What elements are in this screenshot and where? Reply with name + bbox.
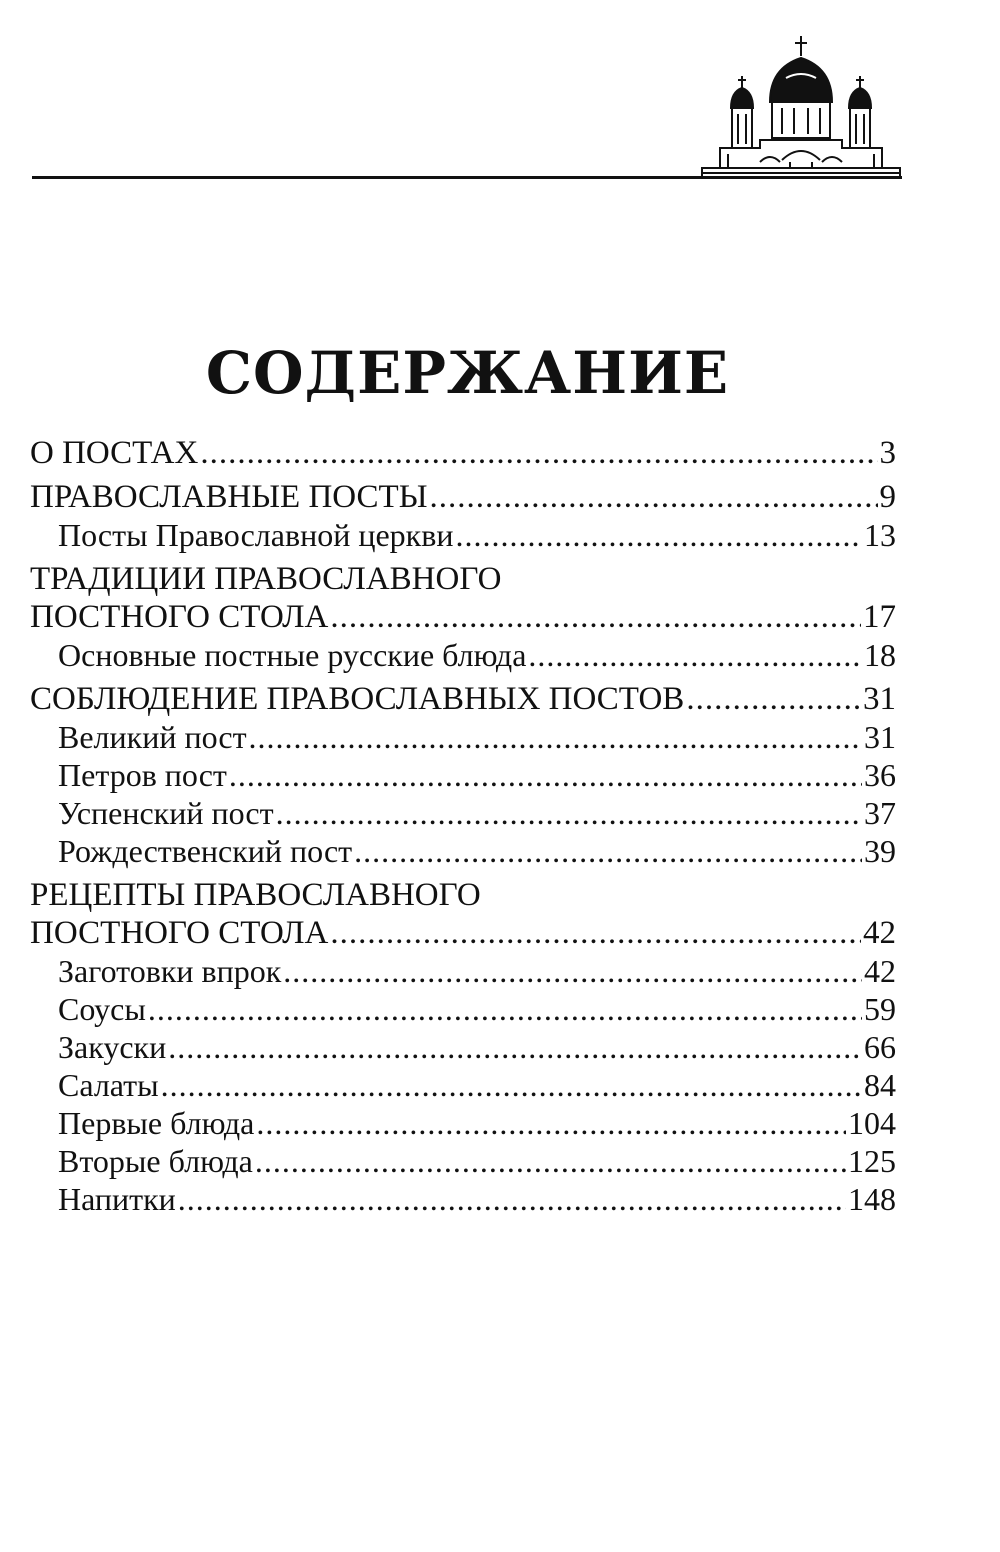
- dot-leader: [168, 1028, 862, 1066]
- toc-entry-label: Заготовки впрок: [58, 953, 282, 989]
- dot-leader: [686, 680, 861, 718]
- toc-entry-label: Салаты: [58, 1067, 159, 1103]
- toc-entry-label: Основные постные русские блюда: [58, 637, 527, 673]
- dot-leader: [276, 794, 862, 832]
- table-of-contents: [30, 428, 896, 1218]
- dot-leader: [330, 914, 861, 952]
- toc-entry-page: 9: [879, 479, 896, 515]
- toc-entry-label: Петров пост: [58, 757, 227, 793]
- toc-entry-page: 42: [863, 915, 896, 951]
- cathedral-icon: [700, 34, 902, 182]
- dot-leader: [256, 1104, 846, 1142]
- toc-subentry[interactable]: [30, 832, 896, 870]
- toc-entry-label: Напитки: [58, 1181, 176, 1217]
- toc-entry[interactable]: [30, 478, 896, 516]
- toc-entry-page: 39: [864, 833, 896, 869]
- dot-leader: [229, 756, 862, 794]
- toc-entry-label: Рождественский пост: [58, 833, 353, 869]
- toc-entry-label: ПОСТНОГО СТОЛА: [30, 599, 329, 635]
- dot-leader: [161, 1066, 862, 1104]
- dot-leader: [455, 516, 862, 554]
- dot-leader: [330, 598, 861, 636]
- toc-subentry[interactable]: [30, 1104, 896, 1142]
- toc-entry[interactable]: [30, 680, 896, 718]
- toc-subentry[interactable]: [30, 794, 896, 832]
- toc-subentry[interactable]: [30, 1066, 896, 1104]
- toc-subentry[interactable]: [30, 756, 896, 794]
- toc-entry-heading-line: ТРАДИЦИИ ПРАВОСЛАВНОГО: [30, 561, 502, 597]
- toc-entry-page: 31: [864, 719, 896, 755]
- header-rule: [32, 176, 902, 179]
- dot-leader: [283, 952, 862, 990]
- dot-leader: [528, 636, 862, 674]
- dot-leader: [354, 832, 862, 870]
- toc-entry-label: ПРАВОСЛАВНЫЕ ПОСТЫ: [30, 479, 428, 515]
- toc-subentry[interactable]: [30, 1142, 896, 1180]
- toc-subentry[interactable]: [30, 718, 896, 756]
- toc-entry-page: 37: [864, 795, 896, 831]
- toc-entry-page: 18: [864, 637, 896, 673]
- toc-subentry[interactable]: [30, 1028, 896, 1066]
- toc-entry-page: 42: [864, 953, 896, 989]
- toc-entry-page: 13: [864, 517, 896, 553]
- dot-leader: [148, 990, 862, 1028]
- toc-entry-label: Закуски: [58, 1029, 167, 1065]
- toc-entry-label: СОБЛЮДЕНИЕ ПРАВОСЛАВНЫХ ПОСТОВ: [30, 681, 685, 717]
- toc-entry-page: 36: [864, 757, 896, 793]
- dot-leader: [249, 718, 862, 756]
- toc-entry-heading-line: РЕЦЕПТЫ ПРАВОСЛАВНОГО: [30, 877, 481, 913]
- toc-subentry[interactable]: [30, 990, 896, 1028]
- toc-entry-page: 148: [848, 1181, 896, 1217]
- toc-entry-page: 31: [863, 681, 896, 717]
- toc-entry-page: 104: [848, 1105, 896, 1141]
- toc-entry-page: 17: [863, 599, 896, 635]
- toc-entry-label: ПОСТНОГО СТОЛА: [30, 915, 329, 951]
- toc-entry-page: 84: [864, 1067, 896, 1103]
- toc-entry-page: 59: [864, 991, 896, 1027]
- toc-entry-label: О ПОСТАХ: [30, 435, 199, 471]
- toc-entry-label: Первые блюда: [58, 1105, 255, 1141]
- toc-entry-page: 125: [848, 1143, 896, 1179]
- dot-leader: [429, 478, 877, 516]
- dot-leader: [255, 1142, 846, 1180]
- toc-subentry[interactable]: [30, 636, 896, 674]
- toc-entry-label: Великий пост: [58, 719, 247, 755]
- toc-entry[interactable]: [30, 598, 896, 636]
- dot-leader: [200, 434, 877, 472]
- toc-subentry[interactable]: [30, 516, 896, 554]
- toc-entry[interactable]: [30, 914, 896, 952]
- dot-leader: [178, 1180, 846, 1218]
- toc-entry-label: Соусы: [58, 991, 146, 1027]
- toc-subentry[interactable]: [30, 1180, 896, 1218]
- page-title: СОДЕРЖАНИЕ: [205, 338, 730, 407]
- toc-entry-page: 3: [879, 435, 896, 471]
- toc-entry-page: 66: [864, 1029, 896, 1065]
- toc-entry-label: Успенский пост: [58, 795, 274, 831]
- toc-subentry[interactable]: [30, 952, 896, 990]
- toc-entry-label: Вторые блюда: [58, 1143, 253, 1179]
- toc-entry-label: Посты Православной церкви: [58, 517, 454, 553]
- toc-entry[interactable]: [30, 434, 896, 472]
